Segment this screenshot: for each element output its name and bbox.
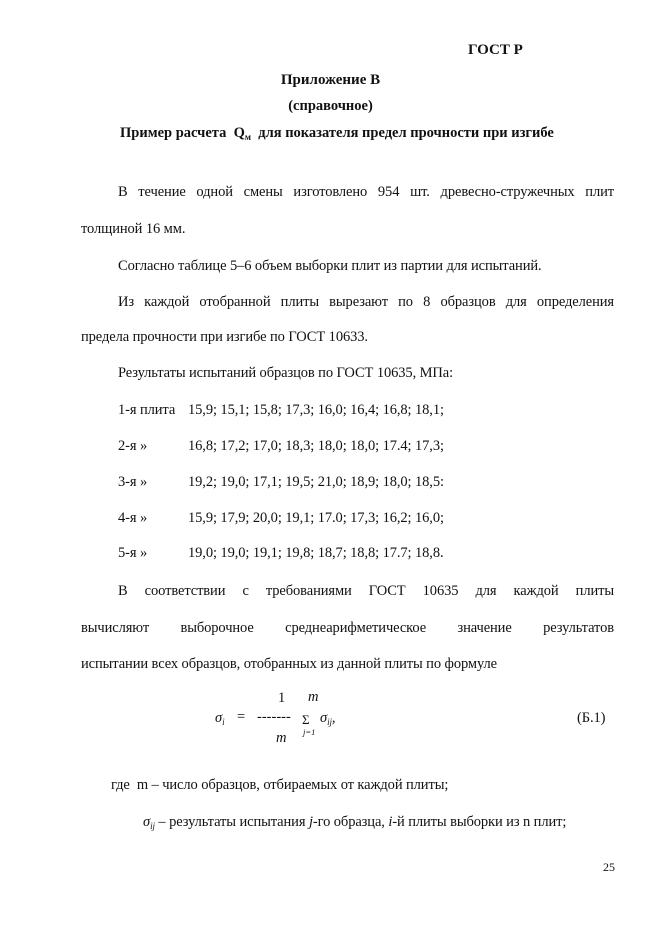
formula-equals: = (237, 709, 246, 725)
formula-sigma-sub: i (222, 717, 225, 727)
result-values: 16,8; 17,2; 17,0; 18,3; 18,0; 18,0; 17.4; 17,3; (188, 438, 444, 454)
paragraph-5-line-3: испытании всех образцов, отобранных из данной плиты по формуле (81, 656, 497, 672)
gost-header: ГОСТ Р (468, 42, 523, 58)
where-line-1 (111, 777, 448, 794)
formula-sum-top: m (308, 689, 319, 705)
where-sigma-sub: ij (150, 821, 155, 831)
result-label: 4-я » (118, 510, 148, 526)
where-m-desc: – число образцов, отбираемых от каждой плиты; (151, 777, 449, 793)
formula-term-sub: ij (327, 717, 332, 727)
where-desc-a: – результаты испытания (158, 814, 306, 830)
appendix-heading (120, 125, 554, 142)
paragraph-2: Согласно таблице 5–6 объем выборки плит из партии для испытаний. (118, 258, 542, 274)
formula-fraction-line: ------- (257, 709, 291, 725)
result-row (118, 402, 444, 419)
result-label: 3-я » (118, 474, 148, 490)
paragraph-5-line-2: вычисляют выборочное среднеарифметическое значение результатов (81, 620, 614, 636)
result-row (118, 438, 444, 455)
formula-denominator: m (276, 730, 287, 746)
paragraph-3-line-1: Из каждой отобранной плиты вырезают по 8 образцов для определения (118, 294, 614, 310)
where-desc-c: -й плиты выборки из n плит; (392, 814, 567, 830)
result-values: 15,9; 17,9; 20,0; 19,1; 17.0; 17,3; 16,2; 16,0; (188, 510, 444, 526)
paragraph-3-line-2: предела прочности при изгибе по ГОСТ 10633. (81, 329, 368, 345)
page-number: 25 (603, 860, 615, 874)
where-word: где (111, 777, 130, 793)
result-label: 1-я плита (118, 402, 176, 418)
where-sigma: σ (143, 814, 151, 830)
where-m: m (136, 777, 148, 793)
heading-pre: Пример расчета (120, 125, 227, 141)
where-line-2 (143, 814, 566, 831)
result-row (118, 510, 444, 527)
appendix-subtitle: (справочное) (288, 98, 373, 114)
formula-comma: , (331, 710, 336, 726)
formula-number: (Б.1) (577, 710, 606, 726)
where-j: j (308, 814, 313, 830)
heading-post: для показателя предел прочности при изгибе (258, 125, 554, 141)
paragraph-1-line-2: толщиной 16 мм. (81, 221, 186, 237)
paragraph-4: Результаты испытаний образцов по ГОСТ 10635, МПа: (118, 365, 454, 381)
paragraph-1-line-1: В течение одной смены изготовлено 954 шт. древесно-стружечных плит (118, 184, 614, 200)
formula-sigma: σ (215, 710, 223, 726)
result-row (118, 545, 444, 562)
paragraph-5-line-1: В соответствии с требованиями ГОСТ 10635 для каждой плиты (118, 583, 614, 599)
result-row (118, 474, 444, 491)
formula-numerator: 1 (278, 690, 286, 706)
result-values: 19,2; 19,0; 17,1; 19,5; 21,0; 18,9; 18,0; 18,5: (188, 474, 444, 490)
formula-sum-sign: Σ (302, 712, 310, 727)
formula-term-sigma: σ (320, 710, 328, 726)
result-values: 15,9; 15,1; 15,8; 17,3; 16,0; 16,4; 16,8; 18,1; (188, 402, 444, 418)
formula-sum-bottom: j=1 (303, 727, 316, 737)
result-label: 2-я » (118, 438, 148, 454)
heading-q-sub: м (244, 132, 251, 142)
result-values: 19,0; 19,0; 19,1; 19,8; 18,7; 18,8; 17.7; 18,8. (188, 545, 444, 561)
heading-q: Q (233, 125, 245, 141)
where-desc-b: -го образца, (312, 814, 385, 830)
formula-lhs (215, 710, 224, 727)
appendix-title: Приложение В (280, 72, 381, 88)
formula-term (320, 710, 335, 727)
result-label: 5-я » (118, 545, 148, 561)
where-i: i (388, 814, 393, 830)
